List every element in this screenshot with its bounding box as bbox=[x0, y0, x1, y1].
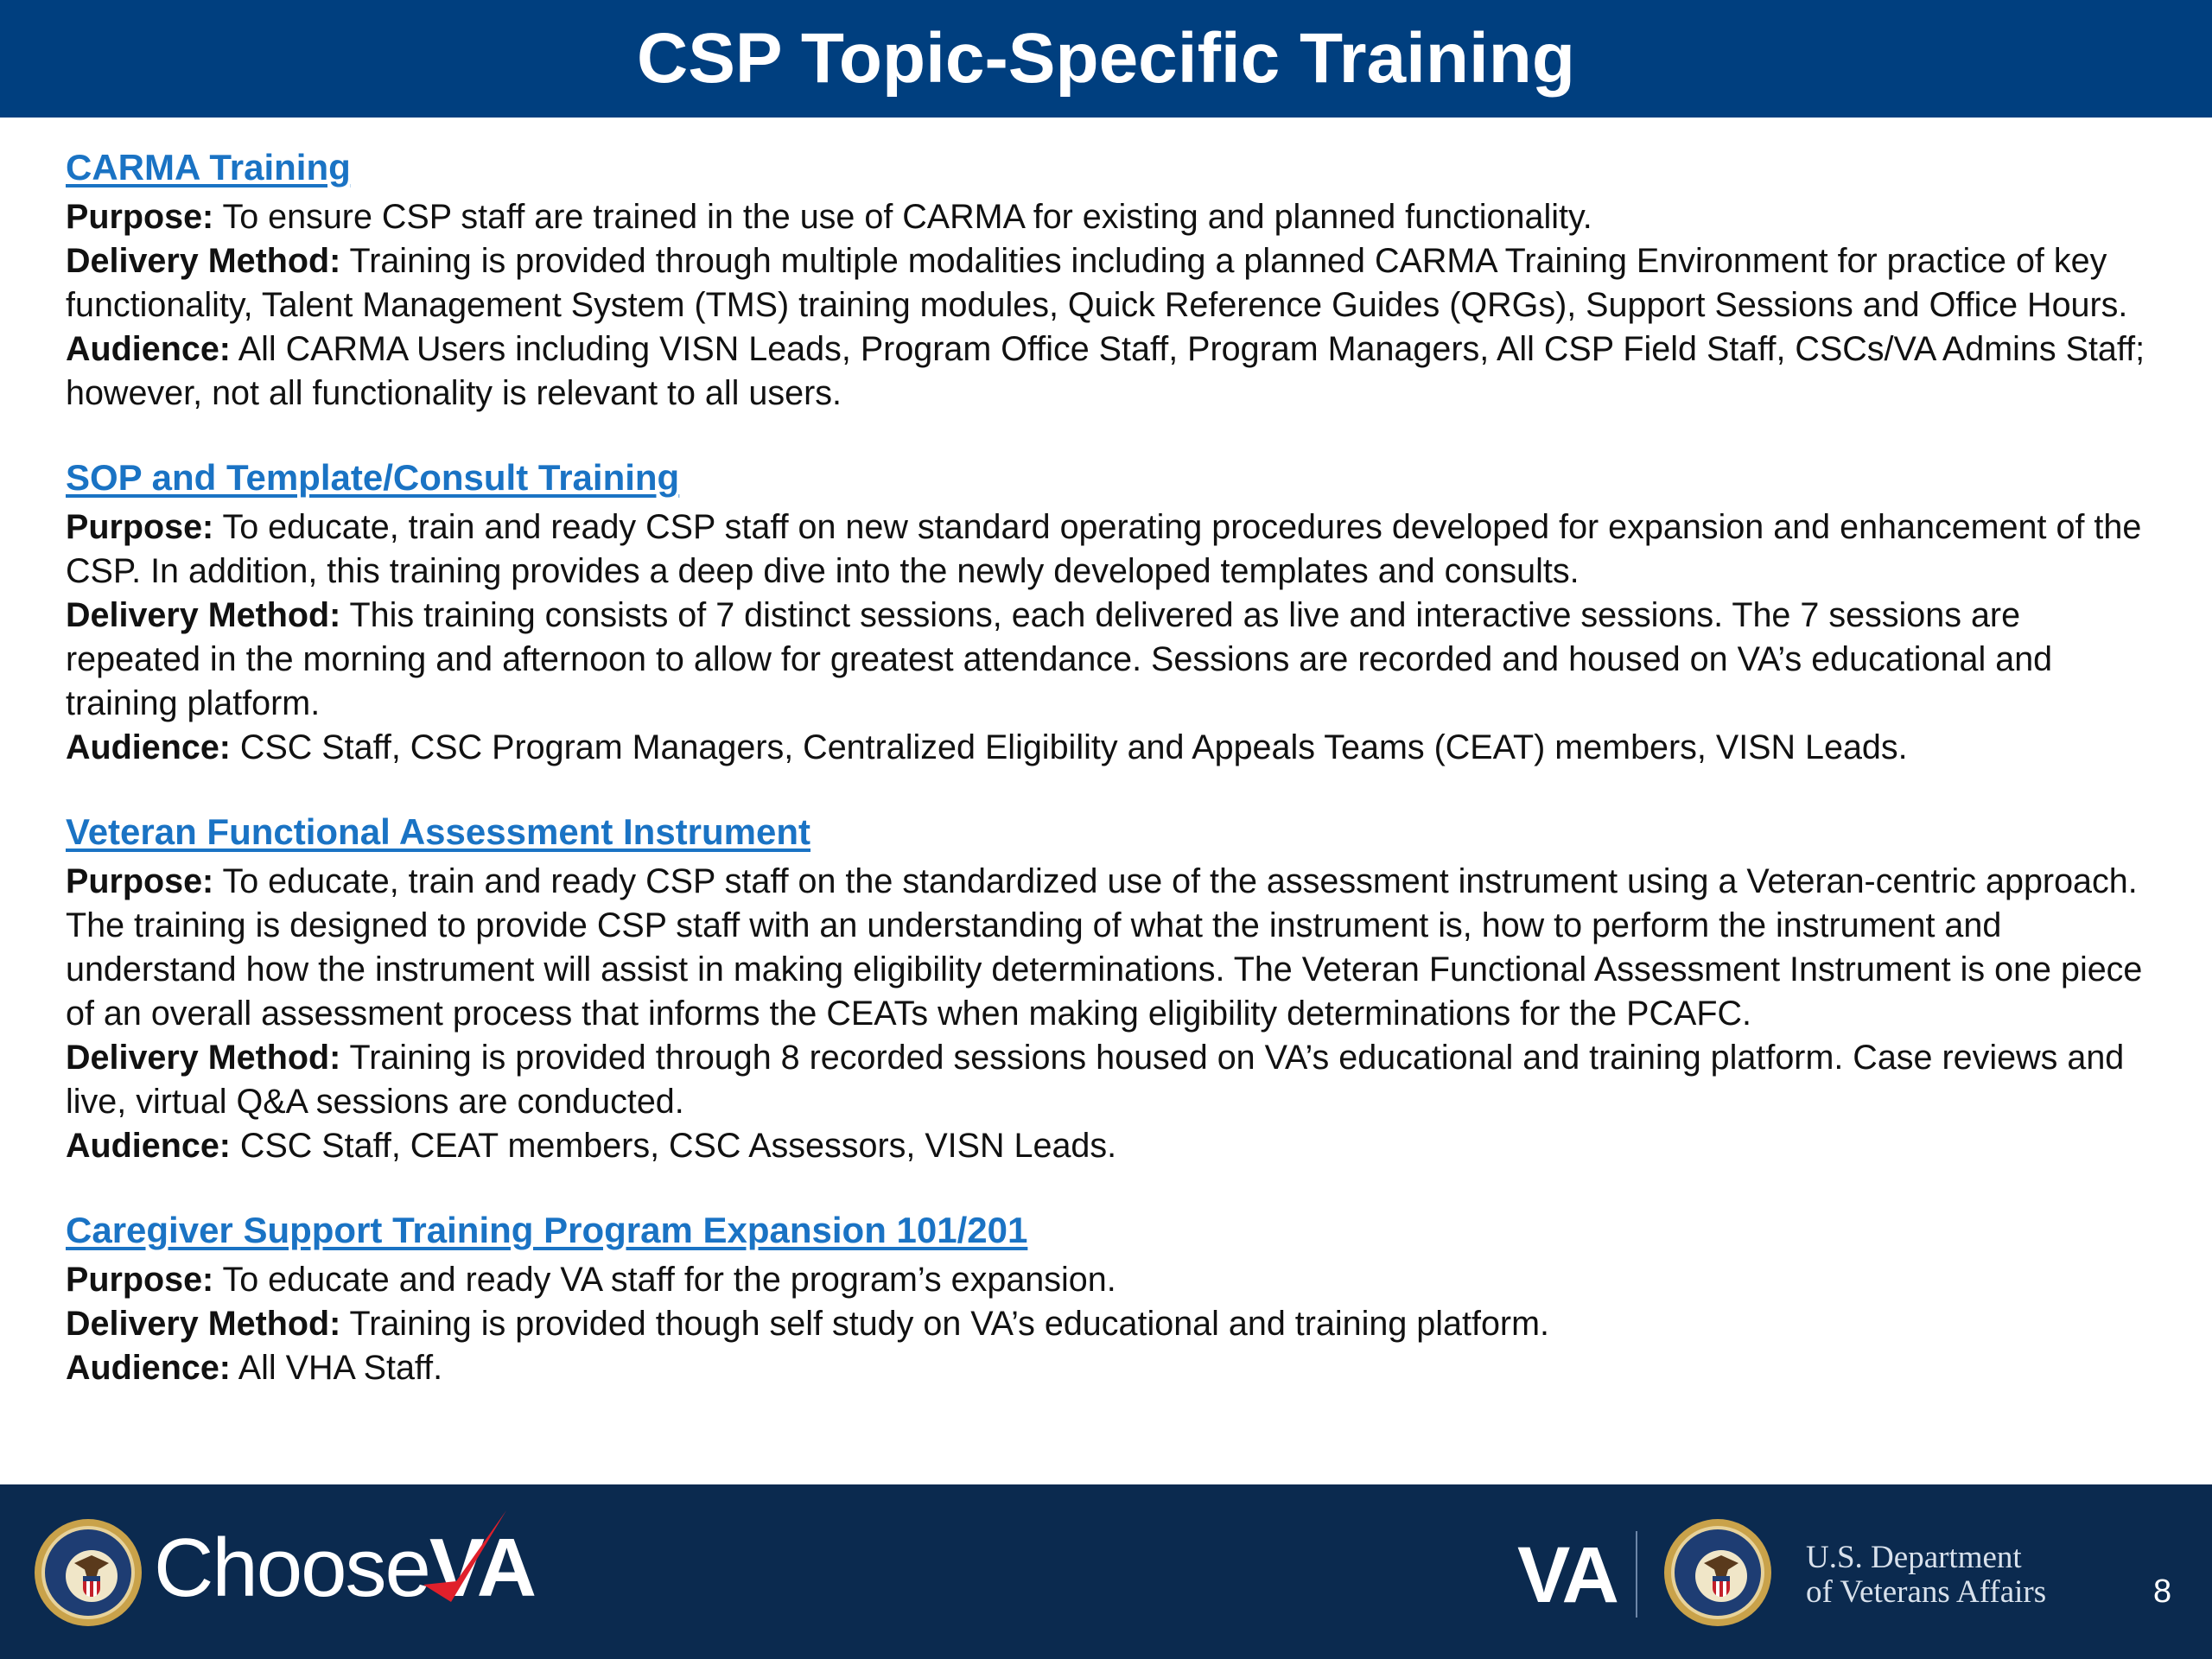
audience-text: CSC Staff, CSC Program Managers, Centralized Eligibility and Appeals Teams (CEAT) members, VISN Leads. bbox=[230, 728, 1908, 766]
delivery-label: Delivery Method: bbox=[66, 242, 341, 280]
delivery-paragraph bbox=[66, 239, 2157, 327]
audience-label: Audience: bbox=[66, 1127, 231, 1165]
section-title-link[interactable]: CARMA Training bbox=[66, 147, 351, 188]
purpose-paragraph bbox=[66, 505, 2157, 594]
audience-paragraph bbox=[66, 1124, 2157, 1168]
section-carma-training bbox=[66, 147, 2157, 416]
checkmark-icon bbox=[416, 1505, 512, 1607]
choose-va-word: VA bbox=[429, 1522, 536, 1614]
purpose-text: To educate, train and ready CSP staff on the standardized use of the assessment instrument using a Veteran-centric approach. The training is designed to provide CSP staff with an understanding of what the instrument is, how to perform the instrument and understand how the instrument will assist in making eligibility determinations. The Veteran Functional Assessment Instrument is one piece of an overall assessment process that informs the CEATs when making eligibility determinations for the PCAFC. bbox=[66, 862, 2143, 1033]
audience-label: Audience: bbox=[66, 728, 231, 766]
audience-text: All VHA Staff. bbox=[230, 1349, 443, 1387]
choose-word: Choose bbox=[154, 1522, 429, 1614]
audience-text: CSC Staff, CEAT members, CSC Assessors, VISN Leads. bbox=[230, 1127, 1117, 1165]
purpose-paragraph bbox=[66, 1258, 2157, 1302]
delivery-label: Delivery Method: bbox=[66, 1305, 341, 1343]
audience-paragraph bbox=[66, 726, 2157, 770]
section-sop-training bbox=[66, 457, 2157, 770]
delivery-paragraph bbox=[66, 1302, 2157, 1346]
delivery-text: Training is provided though self study on VA’s educational and training platform. bbox=[340, 1305, 1549, 1343]
delivery-label: Delivery Method: bbox=[66, 1039, 341, 1077]
content-area bbox=[66, 147, 2157, 1432]
section-title-link[interactable]: SOP and Template/Consult Training bbox=[66, 457, 680, 498]
page-number: 8 bbox=[2153, 1573, 2172, 1610]
purpose-label: Purpose: bbox=[66, 1261, 214, 1299]
department-line-1: U.S. Department bbox=[1806, 1540, 2022, 1575]
delivery-text: Training is provided through multiple modalities including a planned CARMA Training Environment for practice of key functionality, Talent Management System (TMS) training modules, Quick Reference Guides (QRGs), Support Sessions and Office Hours. bbox=[66, 242, 2128, 324]
va-seal-icon bbox=[35, 1519, 142, 1626]
purpose-text: To ensure CSP staff are trained in the use of CARMA for existing and planned functionality. bbox=[213, 198, 1592, 236]
purpose-text: To educate, train and ready CSP staff on new standard operating procedures developed for expansion and enhancement of the CSP. In addition, this training provides a deep dive into the newly developed templates and consults. bbox=[66, 508, 2142, 590]
department-line-2: of Veterans Affairs bbox=[1806, 1574, 2047, 1610]
page-title: CSP Topic-Specific Training bbox=[637, 19, 1575, 98]
purpose-label: Purpose: bbox=[66, 862, 214, 900]
department-name bbox=[1806, 1541, 2046, 1610]
purpose-label: Purpose: bbox=[66, 508, 214, 546]
audience-text: All CARMA Users including VISN Leads, Program Office Staff, Program Managers, All CSP Field Staff, CSCs/VA Admins Staff; however, not all functionality is relevant to all users. bbox=[66, 330, 2145, 412]
purpose-label: Purpose: bbox=[66, 198, 214, 236]
delivery-label: Delivery Method: bbox=[66, 596, 341, 634]
purpose-text: To educate and ready VA staff for the program’s expansion. bbox=[213, 1261, 1116, 1299]
audience-paragraph bbox=[66, 1346, 2157, 1390]
purpose-paragraph bbox=[66, 195, 2157, 239]
audience-label: Audience: bbox=[66, 1349, 231, 1387]
audience-label: Audience: bbox=[66, 330, 231, 368]
section-vfai-training bbox=[66, 811, 2157, 1168]
logo-divider bbox=[1636, 1531, 1637, 1618]
purpose-paragraph bbox=[66, 860, 2157, 1036]
audience-paragraph bbox=[66, 327, 2157, 416]
section-title-link[interactable]: Caregiver Support Training Program Expansion 101/201 bbox=[66, 1210, 1028, 1250]
delivery-text: Training is provided through 8 recorded sessions housed on VA’s educational and training platform. Case reviews and live, virtual Q&A sessions are conducted. bbox=[66, 1039, 2125, 1121]
delivery-text: This training consists of 7 distinct sessions, each delivered as live and interactive sessions. The 7 sessions are repeated in the morning and afternoon to allow for greatest attendance. Sessions are recorded and housed on VA’s educational and training platform. bbox=[66, 596, 2053, 722]
delivery-paragraph bbox=[66, 594, 2157, 726]
delivery-paragraph bbox=[66, 1036, 2157, 1124]
va-logo: VA bbox=[1517, 1531, 1617, 1619]
department-seal-icon bbox=[1664, 1519, 1771, 1626]
section-title-link[interactable]: Veteran Functional Assessment Instrument bbox=[66, 811, 811, 852]
title-bar bbox=[0, 0, 2212, 118]
section-caregiver-training bbox=[66, 1210, 2157, 1390]
